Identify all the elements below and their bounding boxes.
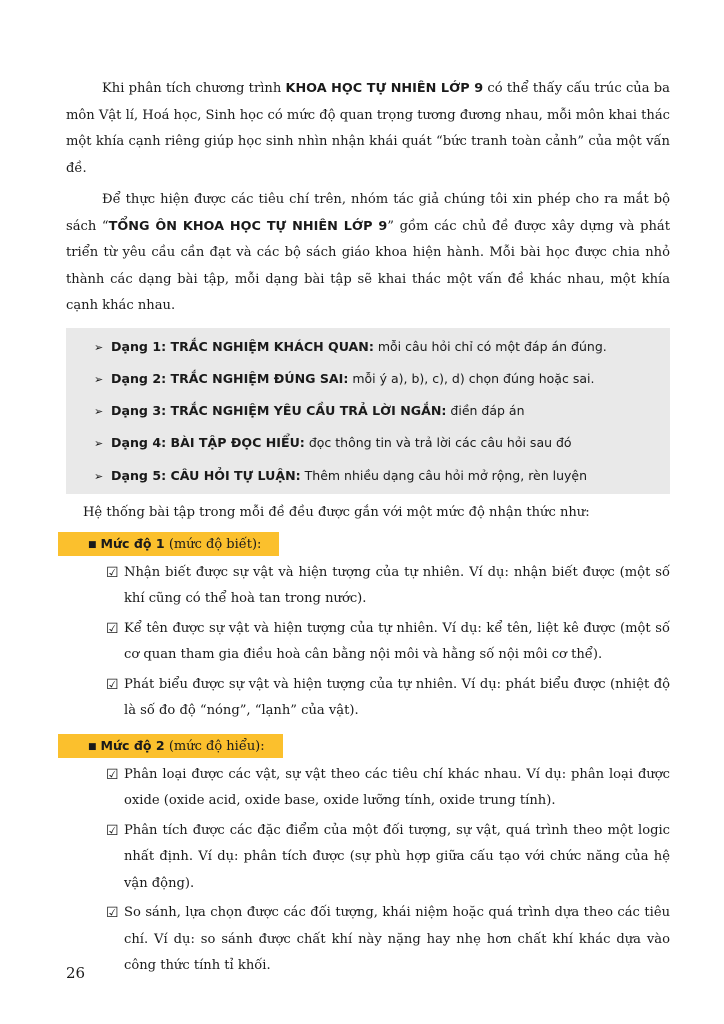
checkbox-icon: ☑	[106, 620, 119, 637]
exercise-types-box	[66, 328, 670, 494]
intro-paragraph-2: Để thực hiện được các tiêu chí trên, nhóm tác giả chúng tôi xin phép cho ra mắt bộ sách “TỔNG ÔN KHOA HỌC TỰ NHIÊN LỚP 9” gồm các chủ đề được xây dựng và phát triển từ yêu cầu cần đạt và các bộ sách giáo khoa hiện hành. Mỗi bài học được chia nhỏ thành các dạng bài tập, mỗi dạng bài tập sẽ khai thác một vấn đề khác nhau, một khía cạnh khác nhau.	[66, 192, 670, 313]
list-item: ☑ Phân tích được các đặc điểm của một đối tượng, sự vật, quá trình theo một logic nhất định. Ví dụ: phân tích được (sự phù hợp giữa cấu tạo với chức năng của hệ vận động).	[66, 818, 670, 898]
document-page	[66, 76, 670, 983]
arrow-bullet-icon: ➢	[94, 340, 104, 354]
exercise-type-item: ➢ Dạng 1: TRẮC NGHIỆM KHÁCH QUAN: mỗi câu hỏi chỉ có một đáp án đúng.	[66, 331, 670, 363]
level-2-heading: ■ Mức độ 2 (mức độ hiểu):	[58, 734, 283, 758]
arrow-bullet-icon: ➢	[94, 437, 104, 451]
page-number: 26	[66, 964, 86, 982]
arrow-bullet-icon: ➢	[94, 405, 104, 419]
checkbox-icon: ☑	[106, 822, 119, 839]
square-bullet-icon: ■	[88, 539, 97, 550]
intro-paragraph-1: Khi phân tích chương trình KHOA HỌC TỰ NHIÊN LỚP 9 có thể thấy cấu trúc của ba môn Vật lí, Hoá học, Sinh học có mức độ quan trọng tương đương nhau, mỗi môn khai thác một khía cạnh riêng giúp học sinh nhìn nhận khái quát “bức tranh toàn cảnh” của một vấn đề.	[66, 81, 670, 176]
book-title: TỔNG ÔN KHOA HỌC TỰ NHIÊN LỚP 9	[108, 218, 388, 234]
list-item: ☑ Nhận biết được sự vật và hiện tượng của tự nhiên. Ví dụ: nhận biết được (một số khí cũng có thể hoà tan trong nước).	[66, 560, 670, 613]
level-1-list	[66, 560, 670, 725]
checkbox-icon: ☑	[106, 676, 119, 693]
checkbox-icon: ☑	[106, 564, 119, 581]
checkbox-icon: ☑	[106, 905, 119, 922]
program-title: KHOA HỌC TỰ NHIÊN LỚP 9	[285, 81, 484, 96]
list-item: ☑ Phát biểu được sự vật và hiện tượng của tự nhiên. Ví dụ: phát biểu được (nhiệt độ là số đo độ “nóng”, “lạnh” của vật).	[66, 672, 670, 725]
level-2-list	[66, 762, 670, 980]
exercise-type-item: ➢ Dạng 2: TRẮC NGHIỆM ĐÚNG SAI: mỗi ý a), b), c), d) chọn đúng hoặc sai.	[66, 363, 670, 395]
exercise-type-item: ➢ Dạng 5: CÂU HỎI TỰ LUẬN: Thêm nhiều dạng câu hỏi mở rộng, rèn luyện	[66, 460, 670, 492]
list-item: ☑ So sánh, lựa chọn được các đối tượng, khái niệm hoặc quá trình dựa theo các tiêu chí. Ví dụ: so sánh được chất khí này nặng hay nhẹ hơn chất khí khác dựa vào công thức tính tỉ khối.	[66, 900, 670, 980]
exercise-type-item: ➢ Dạng 3: TRẮC NGHIỆM YÊU CẦU TRẢ LỜI NGẮN: điền đáp án	[66, 395, 670, 427]
arrow-bullet-icon: ➢	[94, 372, 104, 386]
level-1-heading: ■ Mức độ 1 (mức độ biết):	[58, 532, 279, 556]
system-intro: Hệ thống bài tập trong mỗi đề đều được gắn với một mức độ nhận thức như:	[83, 504, 590, 520]
exercise-type-item: ➢ Dạng 4: BÀI TẬP ĐỌC HIỂU: đọc thông tin và trả lời các câu hỏi sau đó	[66, 427, 670, 459]
checkbox-icon: ☑	[106, 766, 119, 783]
square-bullet-icon: ■	[88, 741, 97, 752]
arrow-bullet-icon: ➢	[94, 469, 104, 483]
list-item: ☑ Kể tên được sự vật và hiện tượng của tự nhiên. Ví dụ: kể tên, liệt kê được (một số cơ quan tham gia điều hoà cân bằng nội môi và hằng số nội môi cơ thể).	[66, 616, 670, 669]
list-item: ☑ Phân loại được các vật, sự vật theo các tiêu chí khác nhau. Ví dụ: phân loại được oxide (oxide acid, oxide base, oxide lưỡng tính, oxide trung tính).	[66, 762, 670, 815]
